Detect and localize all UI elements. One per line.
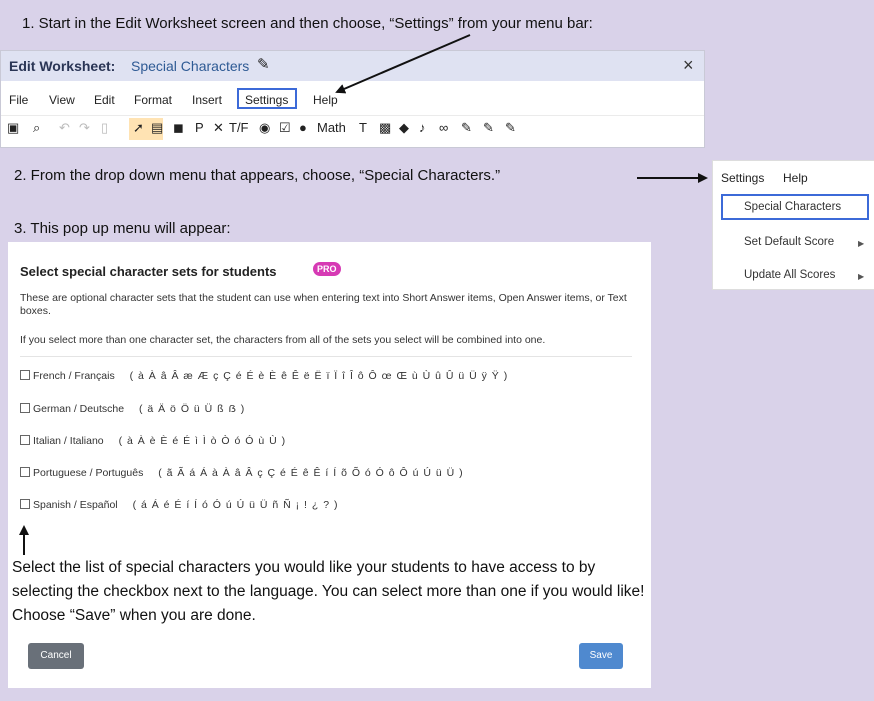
portuguese-characters: ( ã Ã á Á à À â Â ç Ç é É ê Ê í Í õ Õ ó Ó ô Ô ú Ú ü Ü ) [158, 467, 464, 479]
instructions-text: Select the list of special characters you would like your students to have access to by selecting the checkbox next to the language. You can select more than one if you would like! Choose “Save” when you are done. [12, 559, 645, 624]
italian-label: Italian / Italiano [33, 435, 104, 447]
caret-right-icon: ▶ [858, 272, 865, 281]
image-icon[interactable]: ▩ [379, 120, 392, 135]
tool-math[interactable]: Math [317, 120, 346, 135]
close-icon[interactable]: × [683, 55, 694, 75]
menu-file[interactable]: File [9, 93, 29, 107]
text-box-icon[interactable]: ▤ [151, 120, 164, 135]
highlighter-icon[interactable]: ✎ [505, 120, 516, 135]
german-label: German / Deutsche [33, 403, 125, 415]
menu-view[interactable]: View [49, 93, 75, 107]
dropdown-settings-header[interactable]: Settings [721, 171, 765, 185]
audio-icon[interactable]: ♪ [419, 120, 426, 135]
dropdown-update-all-scores[interactable]: Update All Scores [744, 269, 836, 281]
worksheet-name: Special Characters [131, 58, 250, 74]
german-characters: ( ä Ä ö Ö ü Ü ß ẞ ) [138, 403, 246, 415]
undo-icon[interactable]: ↶ [59, 120, 70, 135]
arrow-to-settings [337, 35, 470, 92]
popup-description-2: If you select more than one character set, the characters from all of the sets you select will be combined into one. [20, 334, 546, 346]
trash-icon[interactable]: ▯ [101, 120, 109, 135]
zoom-icon[interactable]: ⌕ [33, 120, 41, 135]
bomb-icon[interactable]: ● [299, 120, 307, 135]
spanish-label: Spanish / Español [33, 499, 118, 511]
caret-right-icon: ▶ [858, 239, 865, 248]
tool-p[interactable]: P [195, 120, 204, 135]
popup-title: Select special character sets for students [20, 264, 277, 279]
pencil-icon[interactable]: ✎ [257, 56, 270, 73]
step-3-text: 3. This pop up menu will appear: [14, 220, 231, 237]
italian-characters: ( à À è È é É ì Ì ò Ò ó Ó ù Ù ) [118, 435, 287, 447]
pointer-icon[interactable]: ➚ [133, 120, 144, 135]
link-icon[interactable]: ∞ [439, 120, 449, 135]
menu-settings[interactable]: Settings [245, 93, 289, 107]
image-box-icon[interactable]: ◼ [173, 120, 184, 135]
dropdown-special-characters[interactable]: Special Characters [744, 201, 842, 213]
menu-help[interactable]: Help [313, 93, 338, 107]
tool-tf[interactable]: T/F [229, 120, 249, 135]
checkbox-icon[interactable]: ☑ [279, 120, 291, 135]
redo-icon[interactable]: ↷ [79, 120, 90, 135]
presentation-icon[interactable]: ▣ [7, 120, 20, 135]
cancel-button[interactable]: Cancel [28, 643, 84, 669]
dropdown-set-default-score[interactable]: Set Default Score [744, 236, 835, 248]
step-2-text: 2. From the drop down menu that appears, choose, “Special Characters.” [14, 167, 501, 184]
menu-edit[interactable]: Edit [94, 93, 115, 107]
pro-badge: PRO [313, 262, 341, 276]
save-button[interactable]: Save [579, 643, 623, 669]
spanish-characters: ( á Á é É í Í ó Ó ú Ú ü Ü ñ Ñ ¡ ! ¿ ? ) [132, 499, 339, 511]
edit-worksheet-label: Edit Worksheet: [9, 58, 116, 74]
radio-icon[interactable]: ◉ [259, 120, 271, 135]
marker-icon[interactable]: ✎ [483, 120, 494, 135]
french-characters: ( à À â Â æ Æ ç Ç é É è È ê Ê ë Ë ï Ï î Î ô Ô œ Œ ù Ù û Û ü Ü ÿ Ÿ ) [129, 370, 509, 382]
step-1-text: 1. Start in the Edit Worksheet screen and then choose, “Settings” from your menu bar: [22, 15, 593, 32]
menu-insert[interactable]: Insert [192, 93, 223, 107]
pen-icon[interactable]: ✎ [461, 120, 472, 135]
french-label: French / Français [33, 370, 115, 382]
popup-description-1: These are optional character sets that the student can use when entering text into Short Answer items, Open Answer items, or Text boxes. [20, 292, 627, 317]
menu-format[interactable]: Format [134, 93, 173, 107]
portuguese-label: Portuguese / Português [33, 467, 144, 479]
shuffle-icon[interactable]: ✕ [213, 120, 224, 135]
eraser-icon[interactable]: ◆ [399, 120, 409, 135]
tool-t[interactable]: T [359, 120, 367, 135]
dropdown-help-header[interactable]: Help [783, 171, 808, 185]
